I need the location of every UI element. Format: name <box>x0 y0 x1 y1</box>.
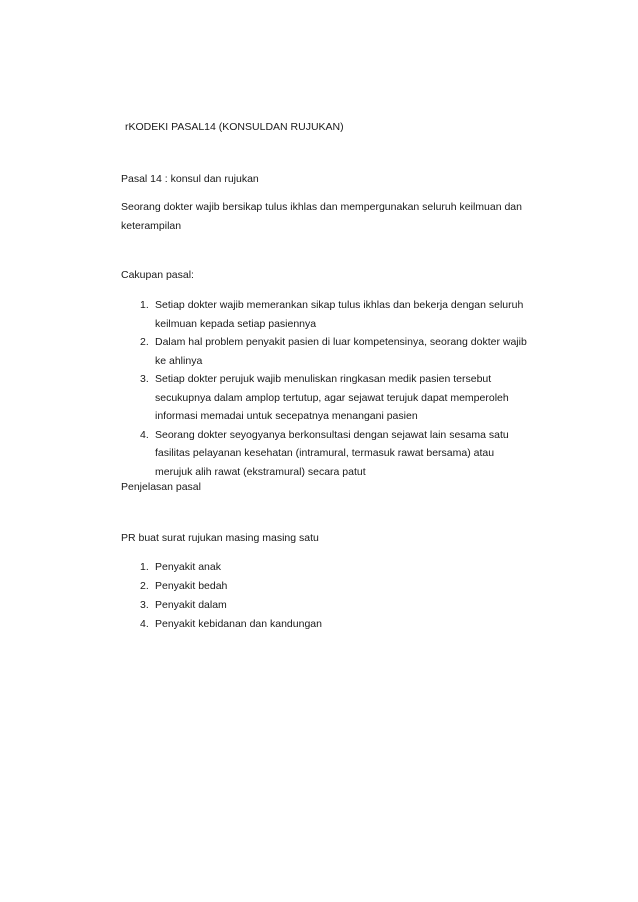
list-item-text: Penyakit anak <box>155 561 221 573</box>
pr-label: PR buat surat rujukan masing masing satu <box>121 532 319 544</box>
list-item-line: Setiap dokter wajib memerankan sikap tulus ikhlas dan bekerja dengan seluruh <box>155 299 524 311</box>
pasal-line: Pasal 14 : konsul dan rujukan <box>121 173 259 185</box>
intro-line: Seorang dokter wajib bersikap tulus ikhlas dan mempergunakan seluruh keilmuan dan <box>121 201 522 213</box>
list-number: 1. <box>140 299 149 311</box>
list-item <box>121 296 527 333</box>
list-item-line: merujuk alih rawat (ekstramural) secara patut <box>155 465 366 478</box>
list-number: 3. <box>140 373 149 385</box>
list-item-line: ke ahlinya <box>155 354 203 367</box>
intro-paragraph <box>121 198 522 236</box>
list-item-text: Penyakit bedah <box>155 580 228 592</box>
document-heading: rKODEKI PASAL14 (KONSULDAN RUJUKAN) <box>125 121 344 133</box>
list-number: 4. <box>140 618 149 630</box>
list-item-line: keilmuan kepada setiap pasiennya <box>155 317 317 330</box>
list-item-line: Seorang dokter seyogyanya berkonsultasi dengan sejawat lain sesama satu <box>155 428 509 441</box>
list-item <box>121 615 322 634</box>
cakupan-label: Cakupan pasal: <box>121 269 194 281</box>
list-item-text: Penyakit dalam <box>155 599 227 611</box>
list-item-line: fasilitas pelayanan kesehatan (intramural, termasuk rawat bersama) atau <box>155 447 495 459</box>
list-item <box>121 426 527 482</box>
list-item <box>121 558 322 577</box>
list-item <box>121 333 527 370</box>
list-number: 2. <box>140 336 149 348</box>
list-number: 1. <box>140 561 149 573</box>
list-item-line: informasi memadai untuk secepatnya menangani pasien <box>155 410 418 422</box>
list-item <box>121 370 527 426</box>
cakupan-list <box>121 296 527 481</box>
list-item <box>121 596 322 615</box>
list-item-line: Dalam hal problem penyakit pasien di luar kompetensinya, seorang dokter wajib <box>155 336 527 348</box>
list-item-line: Setiap dokter perujuk wajib menuliskan ringkasan medik pasien tersebut <box>155 373 492 385</box>
pr-list <box>121 558 322 634</box>
list-item-line: secukupnya dalam amplop tertutup, agar sejawat terujuk dapat memperoleh <box>155 391 509 404</box>
list-number: 4. <box>140 428 149 441</box>
penjelasan-label: Penjelasan pasal <box>121 481 201 493</box>
list-item-text: Penyakit kebidanan dan kandungan <box>155 618 322 630</box>
list-number: 3. <box>140 599 149 611</box>
intro-line: keterampilan <box>121 220 182 232</box>
list-item <box>121 577 322 596</box>
list-number: 2. <box>140 580 149 592</box>
